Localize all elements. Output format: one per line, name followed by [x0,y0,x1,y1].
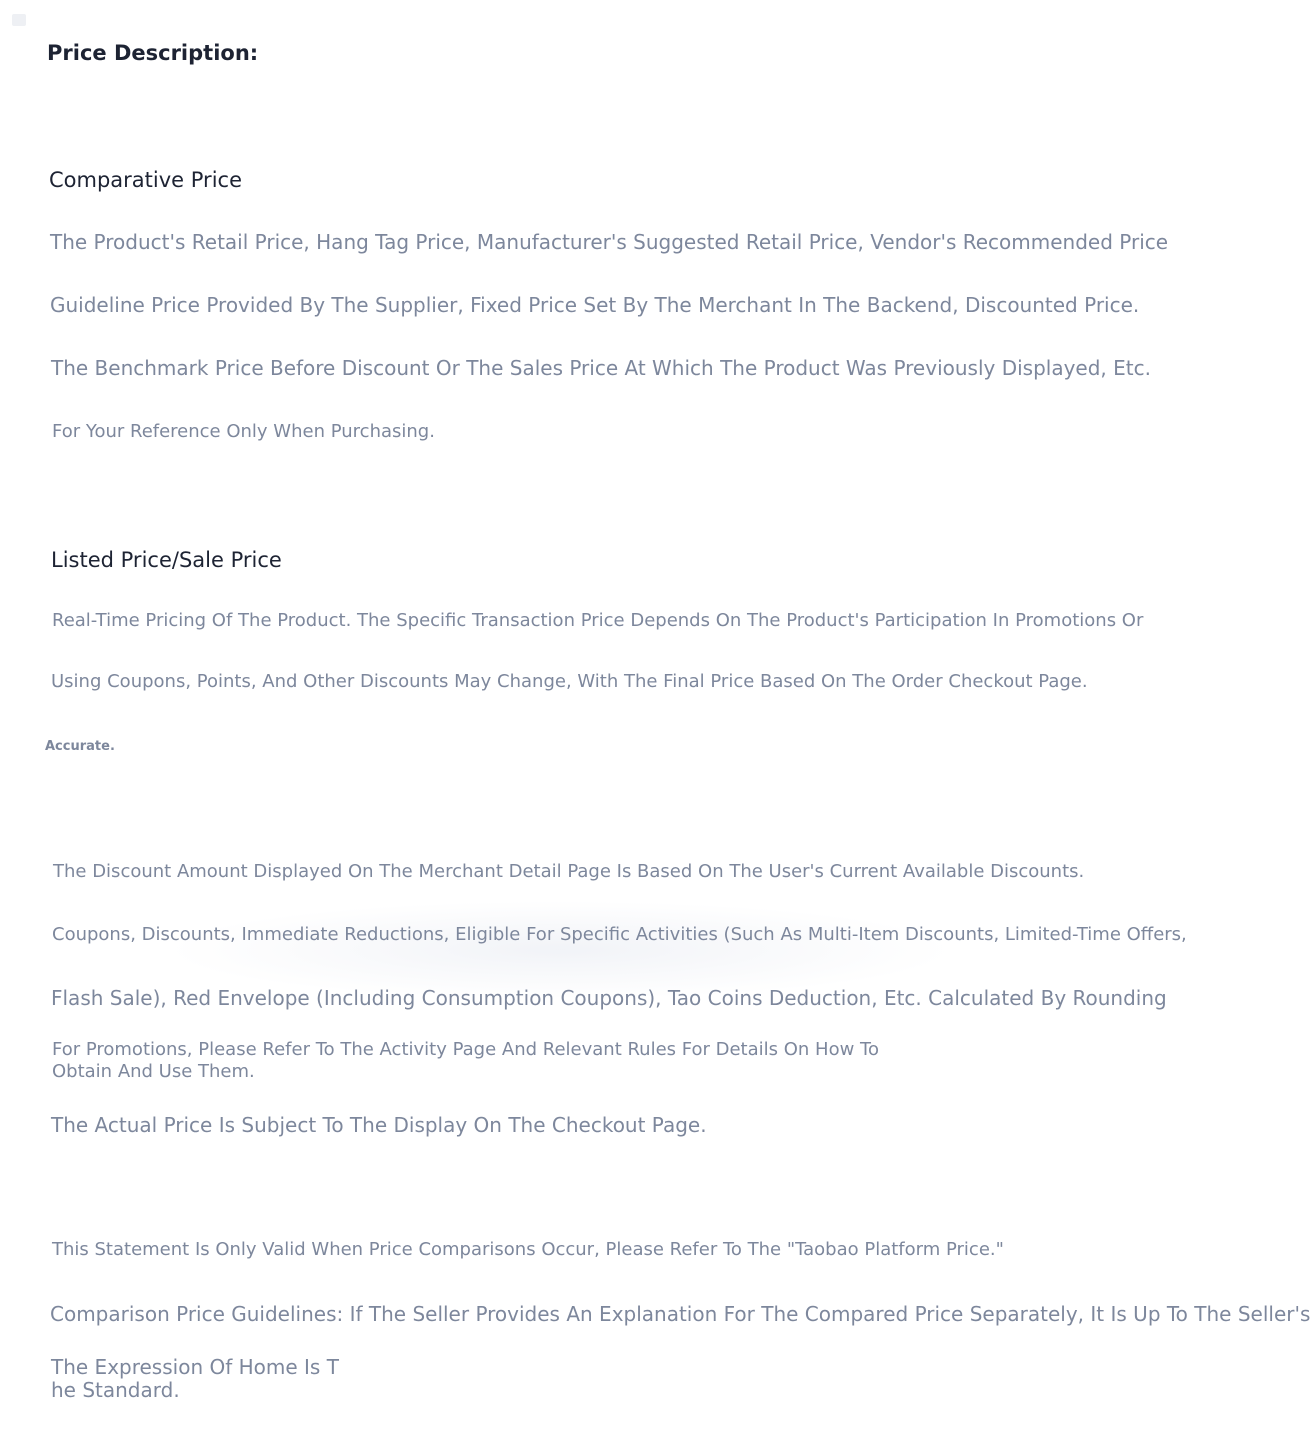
listed-price-line-2: Using Coupons, Points, And Other Discounts May Change, With The Final Price Based On The Order Checkout Page. [51,671,1088,692]
discount-line-2: Coupons, Discounts, Immediate Reductions, Eligible For Specific Activities (Such As Multi-Item Discounts, Limited-Time Offers, [52,924,1187,945]
listed-price-line-1: Real-Time Pricing Of The Product. The Specific Transaction Price Depends On The Product's Participation In Promotions Or [52,610,1144,631]
listed-price-heading: Listed Price/Sale Price [51,548,282,572]
discount-line-5: The Actual Price Is Subject To The Display On The Checkout Page. [51,1113,707,1137]
corner-mark [12,14,26,26]
comparative-price-line-4: For Your Reference Only When Purchasing. [52,421,435,442]
listed-price-line-3: Accurate. [45,739,115,754]
discount-line-1: The Discount Amount Displayed On The Merchant Detail Page Is Based On The User's Current Available Discounts. [53,861,1085,882]
statement-line-2: Comparison Price Guidelines: If The Seller Provides An Explanation For The Compared Price Separately, It Is Up To The Seller's [50,1302,1310,1326]
discount-line-4a: For Promotions, Please Refer To The Activity Page And Relevant Rules For Details On How To [52,1039,879,1060]
comparative-price-line-3: The Benchmark Price Before Discount Or The Sales Price At Which The Product Was Previously Displayed, Etc. [51,356,1151,380]
comparative-price-heading: Comparative Price [49,168,242,192]
statement-line-1: This Statement Is Only Valid When Price Comparisons Occur, Please Refer To The "Taobao Platform Price." [52,1239,1004,1260]
comparative-price-line-2: Guideline Price Provided By The Supplier, Fixed Price Set By The Merchant In The Backend, Discounted Price. [50,293,1140,317]
discount-line-4b: Obtain And Use Them. [52,1061,255,1082]
comparative-price-line-1: The Product's Retail Price, Hang Tag Price, Manufacturer's Suggested Retail Price, Vendor's Recommended Price [50,230,1169,254]
statement-line-3b: he Standard. [51,1378,180,1402]
page-title: Price Description: [47,41,259,65]
statement-line-3a: The Expression Of Home Is T [51,1355,339,1379]
discount-line-3: Flash Sale), Red Envelope (Including Consumption Coupons), Tao Coins Deduction, Etc. Calculated By Rounding [51,986,1167,1010]
